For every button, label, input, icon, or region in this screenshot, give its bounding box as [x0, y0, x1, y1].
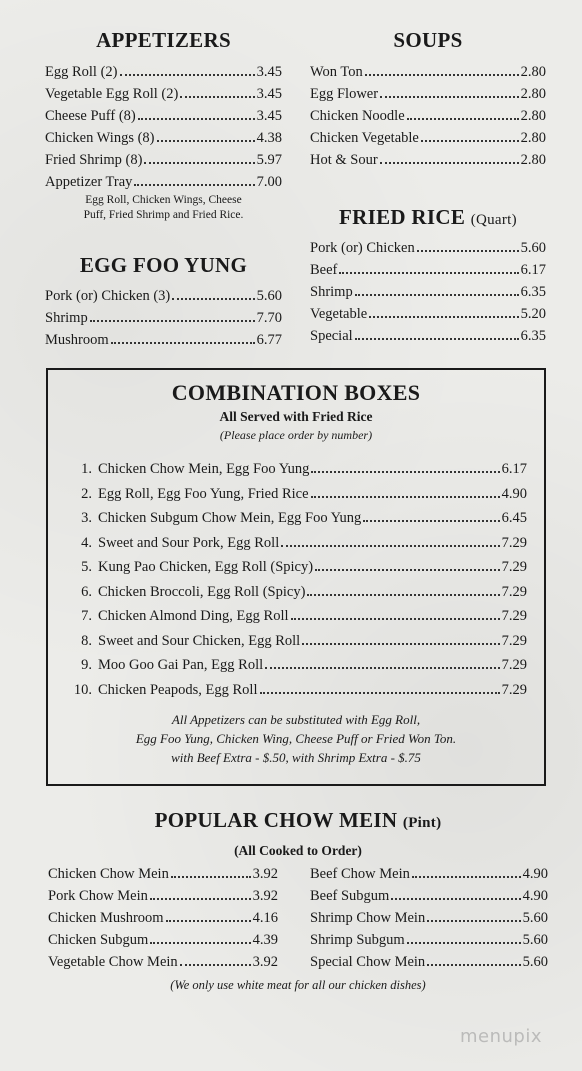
chow-mein-size: (Pint) — [402, 815, 442, 831]
item-name: Won Ton — [310, 64, 363, 80]
chow-mein-section — [48, 808, 548, 993]
item-name: Hot & Sour — [310, 152, 378, 168]
menu-item — [310, 929, 548, 951]
chow-mein-right-column — [310, 863, 548, 973]
item-number: 7. — [81, 608, 92, 624]
menu-item — [310, 863, 548, 885]
leader-dots — [281, 532, 499, 547]
item-price: 7.29 — [501, 608, 527, 624]
item-price: 5.60 — [522, 932, 548, 948]
menu-item — [310, 237, 546, 259]
chow-mein-left-column — [48, 863, 278, 973]
combo-item — [68, 604, 527, 629]
leader-dots — [369, 303, 518, 318]
leader-dots — [144, 149, 254, 164]
item-price: 5.20 — [520, 306, 546, 322]
item-price: 6.77 — [256, 332, 282, 348]
leader-dots — [421, 127, 519, 142]
item-number: 4. — [81, 534, 92, 551]
item-name: Shrimp — [310, 284, 353, 300]
appetizers-title: APPETIZERS — [96, 28, 231, 52]
leader-dots — [311, 458, 499, 473]
item-price: 4.16 — [252, 910, 278, 926]
menu-item — [45, 307, 282, 329]
item-name: Vegetable — [310, 306, 368, 322]
item-price: 3.45 — [256, 108, 282, 124]
appetizers-list — [45, 61, 282, 193]
combination-list — [68, 457, 527, 702]
leader-dots — [180, 951, 251, 966]
combo-item — [68, 506, 527, 531]
fried-rice-section — [310, 205, 546, 347]
item-name: Chicken Noodle — [310, 108, 405, 124]
item-name: Moo Goo Gai Pan, Egg Roll — [98, 657, 264, 673]
item-price: 7.29 — [501, 583, 527, 600]
item-name: Shrimp — [45, 310, 88, 326]
item-price: 4.90 — [501, 485, 527, 502]
item-name: Chicken Almond Ding, Egg Roll — [98, 608, 289, 624]
menu-item — [45, 171, 282, 193]
combo-item — [68, 482, 527, 507]
soups-title: SOUPS — [393, 28, 463, 52]
item-name: Chicken Subgum Chow Mein, Egg Foo Yung — [98, 510, 362, 526]
item-price: 3.45 — [256, 64, 282, 80]
item-price: 6.45 — [501, 510, 527, 526]
combo-item — [68, 555, 527, 580]
combination-footer-line: with Beef Extra - $.50, with Shrimp Extra - $.75 — [171, 750, 421, 765]
egg-foo-yung-section — [45, 253, 282, 351]
chow-mein-subtitle: (All Cooked to Order) — [234, 843, 362, 858]
leader-dots — [355, 325, 519, 340]
fried-rice-list — [310, 237, 546, 347]
menu-item — [45, 105, 282, 127]
fried-rice-title-text: FRIED RICE — [339, 205, 466, 229]
item-price: 4.39 — [252, 932, 278, 948]
item-price: 7.00 — [256, 174, 282, 190]
item-name: Chicken Subgum — [48, 932, 149, 948]
leader-dots — [150, 929, 250, 944]
combo-item — [68, 580, 527, 605]
item-name: Appetizer Tray — [45, 174, 133, 190]
item-price: 3.92 — [252, 888, 278, 904]
item-number: 1. — [81, 461, 92, 477]
item-name: Beef Subgum — [310, 888, 390, 904]
item-price: 2.80 — [520, 152, 546, 168]
item-name: Pork (or) Chicken (3) — [45, 288, 171, 304]
menu-item — [45, 329, 282, 351]
egg-foo-yung-list — [45, 285, 282, 351]
watermark: menupix — [459, 1026, 542, 1047]
item-number: 9. — [81, 657, 92, 673]
menu-item — [45, 83, 282, 105]
leader-dots — [380, 149, 519, 164]
item-price: 4.38 — [256, 130, 282, 146]
menu-item — [310, 907, 548, 929]
item-name: Egg Flower — [310, 86, 379, 102]
item-price: 7.29 — [501, 681, 527, 698]
leader-dots — [302, 630, 499, 645]
item-price: 5.60 — [256, 288, 282, 304]
leader-dots — [427, 907, 520, 922]
item-name: Pork (or) Chicken — [310, 240, 415, 256]
item-name: Special Chow Mein — [310, 954, 426, 970]
menu-item — [45, 285, 282, 307]
leader-dots — [291, 605, 500, 620]
item-name: Chicken Mushroom — [48, 910, 164, 926]
menu-item — [48, 951, 278, 973]
chow-mein-footer: (We only use white meat for all our chicken dishes) — [170, 978, 426, 992]
leader-dots — [307, 581, 499, 596]
leader-dots — [363, 507, 499, 522]
menu-item — [48, 907, 278, 929]
tray-note-line: Egg Roll, Chicken Wings, Cheese — [85, 194, 242, 206]
item-number: 3. — [81, 510, 92, 526]
item-price: 3.92 — [252, 866, 278, 882]
item-name: Chicken Wings (8) — [45, 130, 155, 146]
menu-item — [310, 83, 546, 105]
item-price: 2.80 — [520, 86, 546, 102]
item-name: Shrimp Subgum — [310, 932, 405, 948]
leader-dots — [111, 329, 255, 344]
item-name: Shrimp Chow Mein — [310, 910, 426, 926]
item-number: 2. — [81, 485, 92, 502]
menu-item — [45, 149, 282, 171]
leader-dots — [157, 127, 255, 142]
leader-dots — [265, 654, 499, 669]
combo-item — [68, 531, 527, 556]
item-price: 6.35 — [520, 284, 546, 300]
leader-dots — [120, 61, 255, 76]
leader-dots — [166, 907, 251, 922]
item-name: Special — [310, 328, 353, 344]
item-price: 6.17 — [520, 262, 546, 278]
item-price: 2.80 — [520, 108, 546, 124]
item-number: 6. — [81, 583, 92, 600]
item-price: 3.92 — [252, 954, 278, 970]
item-name: Chicken Broccoli, Egg Roll (Spicy) — [98, 583, 306, 600]
egg-foo-yung-title: EGG FOO YUNG — [79, 253, 248, 277]
item-name: Chicken Vegetable — [310, 130, 419, 146]
item-price: 4.90 — [522, 866, 548, 882]
menu-item — [310, 105, 546, 127]
item-name: Kung Pao Chicken, Egg Roll (Spicy) — [98, 559, 314, 575]
menu-item — [310, 325, 546, 347]
leader-dots — [311, 483, 500, 498]
leader-dots — [138, 105, 255, 120]
combination-subtitle: All Served with Fried Rice — [219, 409, 373, 424]
combo-item — [68, 457, 527, 482]
leader-dots — [180, 83, 254, 98]
menu-item — [310, 951, 548, 973]
leader-dots — [260, 679, 500, 694]
leader-dots — [172, 285, 254, 300]
menu-item — [310, 149, 546, 171]
combination-boxes-section — [46, 368, 546, 786]
leader-dots — [90, 307, 255, 322]
item-number: 5. — [81, 559, 92, 575]
item-price: 2.80 — [520, 64, 546, 80]
item-name: Beef — [310, 262, 338, 278]
fried-rice-size: (Quart) — [470, 212, 517, 228]
combo-item — [68, 678, 527, 703]
chow-mein-title — [48, 808, 548, 833]
item-name: Chicken Chow Mein, Egg Foo Yung — [98, 461, 310, 477]
item-name: Sweet and Sour Chicken, Egg Roll — [98, 632, 301, 649]
item-price: 2.80 — [520, 130, 546, 146]
combo-item — [68, 629, 527, 654]
item-price: 7.29 — [501, 632, 527, 649]
item-price: 4.90 — [522, 888, 548, 904]
combination-footer — [48, 710, 544, 767]
menu-item — [45, 127, 282, 149]
leader-dots — [380, 83, 519, 98]
item-name: Egg Roll, Egg Foo Yung, Fried Rice — [98, 485, 309, 502]
leader-dots — [315, 556, 500, 571]
menu-item — [48, 929, 278, 951]
chow-mein-columns — [48, 863, 548, 973]
item-name: Vegetable Chow Mein — [48, 954, 178, 970]
item-number: 10. — [73, 681, 92, 698]
item-name: Mushroom — [45, 332, 109, 348]
chow-mein-title-text: POPULAR CHOW MEIN — [154, 808, 398, 832]
item-price: 7.29 — [501, 657, 527, 673]
soups-section — [310, 28, 546, 171]
item-price: 5.60 — [522, 910, 548, 926]
item-price: 5.97 — [256, 152, 282, 168]
item-price: 7.29 — [501, 559, 527, 575]
item-price: 6.17 — [501, 461, 527, 477]
soups-list — [310, 61, 546, 171]
item-number: 8. — [81, 632, 92, 649]
leader-dots — [339, 259, 518, 274]
item-price: 7.29 — [501, 534, 527, 551]
item-price: 3.45 — [256, 86, 282, 102]
combination-footer-line: All Appetizers can be substituted with Egg Roll, — [171, 712, 421, 727]
item-name: Chicken Chow Mein — [48, 866, 169, 882]
tray-note — [45, 193, 282, 223]
leader-dots — [391, 885, 520, 900]
fried-rice-title — [310, 205, 546, 230]
tray-note-line: Puff, Fried Shrimp and Fried Rice. — [83, 209, 244, 221]
menu-item — [310, 885, 548, 907]
menu-item — [310, 127, 546, 149]
leader-dots — [355, 281, 519, 296]
menu-item — [45, 61, 282, 83]
leader-dots — [171, 863, 251, 878]
combo-item — [68, 653, 527, 678]
item-price: 5.60 — [520, 240, 546, 256]
leader-dots — [427, 951, 520, 966]
combination-footer-line: Egg Foo Yung, Chicken Wing, Cheese Puff or Fried Won Ton. — [135, 731, 457, 746]
item-name: Fried Shrimp (8) — [45, 152, 143, 168]
menu-item — [310, 303, 546, 325]
leader-dots — [407, 105, 519, 120]
item-name: Sweet and Sour Pork, Egg Roll — [98, 534, 280, 551]
leader-dots — [407, 929, 521, 944]
leader-dots — [412, 863, 521, 878]
item-name: Cheese Puff (8) — [45, 108, 136, 124]
leader-dots — [150, 885, 251, 900]
item-price: 6.35 — [520, 328, 546, 344]
combination-instruction: (Please place order by number) — [219, 428, 373, 442]
menu-item — [48, 885, 278, 907]
menu-item — [48, 863, 278, 885]
item-name: Vegetable Egg Roll (2) — [45, 86, 179, 102]
leader-dots — [134, 171, 254, 186]
leader-dots — [417, 237, 519, 252]
menu-item — [310, 281, 546, 303]
combination-title: COMBINATION BOXES — [171, 380, 421, 405]
menu-item — [310, 61, 546, 83]
item-name: Pork Chow Mein — [48, 888, 148, 904]
appetizers-section — [45, 28, 282, 223]
item-name: Beef Chow Mein — [310, 866, 410, 882]
item-price: 5.60 — [522, 954, 548, 970]
leader-dots — [365, 61, 519, 76]
item-name: Egg Roll (2) — [45, 64, 118, 80]
item-price: 7.70 — [256, 310, 282, 326]
menu-item — [310, 259, 546, 281]
item-name: Chicken Peapods, Egg Roll — [98, 681, 258, 698]
